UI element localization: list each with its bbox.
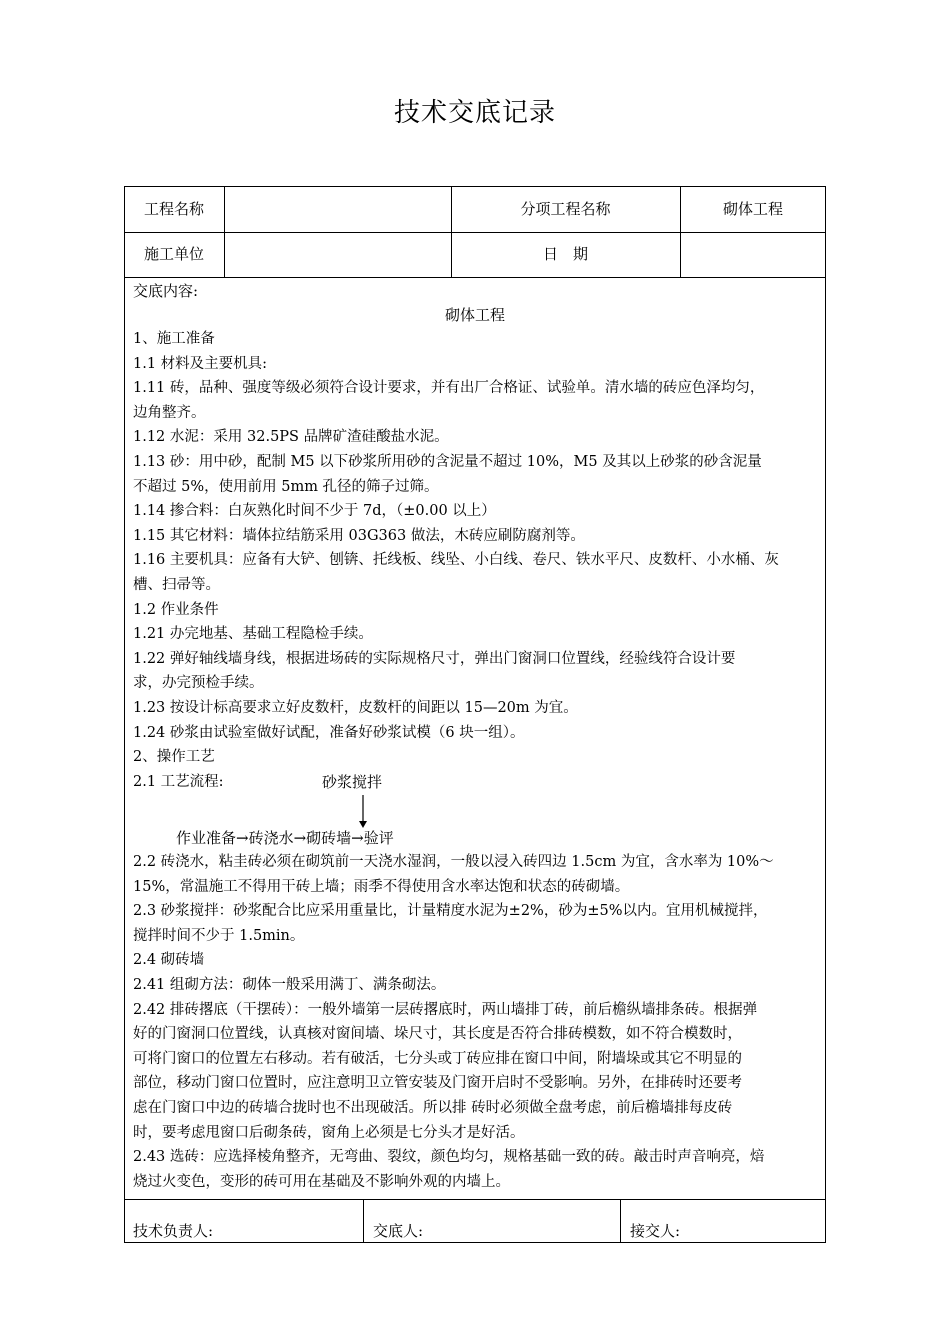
flow-mortar-mixing: 砂浆搅拌 <box>322 773 383 791</box>
body-line: 2.42 排砖撂底（干摆砖）：一般外墙第一层砖撂底时，两山墙排丁砖，前后檐纵墙排条砖。根据弹 <box>133 1001 758 1018</box>
body-line: 2.3 砂浆搅拌：砂浆配合比应采用重量比，计量精度水泥为±2%，砂为±5%以内。宜用机械搅拌， <box>133 903 768 920</box>
flow-main-sequence: 作业准备→砖浇水→砌砖墙→验评 <box>176 829 394 847</box>
body-line: 虑在门窗口中边的砖墙合拢时也不出现破活。所以排 砖时必须做全盘考虑，前后檐墙排每皮砖 <box>133 1099 733 1116</box>
sub-project-value[interactable]: 砌体工程 <box>722 200 783 218</box>
date-value[interactable] <box>680 244 826 264</box>
body-line: 15%，常温施工不得用干砖上墙；雨季不得使用含水率达饱和状态的砖砌墙。 <box>133 878 630 895</box>
body-line: 1.15 其它材料：墙体拉结筋采用 03G363 做法，木砖应刷防腐剂等。 <box>133 527 585 544</box>
project-name-value[interactable] <box>230 199 445 219</box>
body-line: 1.14 掺合料：白灰熟化时间不少于 7d，（±0.00 以上） <box>133 503 496 520</box>
body-line: 1.13 砂：用中砂，配制 M5 以下砂浆所用砂的含泥量不超过 10%，M5 及其以上砂浆的砂含泥量 <box>133 453 762 470</box>
body-line: 1.23 按设计标高要求立好皮数杆，皮数杆的间距以 15—20m 为宜。 <box>133 699 578 716</box>
body-line: 1、施工准备 <box>133 331 215 347</box>
body-line: 1.24 砂浆由试验室做好试配，准备好砂浆试模（6 块一组）。 <box>133 724 525 741</box>
body-line: 边角整齐。 <box>133 404 206 421</box>
body-line: 1.2 作业条件 <box>133 601 219 618</box>
body-line: 部位，移动门窗口位置时，应注意明卫立管安装及门窗开启时不受影响。另外，在排砖时还要考 <box>133 1075 742 1092</box>
body-line: 时，要考虑甩窗口后砌条砖，窗角上必须是七分头才是好活。 <box>133 1124 525 1141</box>
body-line: 烧过火变色，变形的砖可用在基础及不影响外观的内墙上。 <box>133 1173 510 1190</box>
flow-down-arrow-icon <box>357 795 369 829</box>
receiver-signature-label: 接交人: <box>630 1222 681 1240</box>
row-divider <box>124 1199 826 1200</box>
body-line: 不超过 5%，使用前用 5mm 孔径的筛子过筛。 <box>133 478 439 495</box>
row-divider <box>124 277 826 278</box>
row-divider <box>124 232 826 233</box>
column-divider <box>620 1199 621 1243</box>
body-line: 求，办完预检手续。 <box>133 675 264 692</box>
body-line: 2.41 组砌方法：砌体一般采用满丁、满条砌法。 <box>133 976 446 993</box>
body-line: 可将门窗口的位置左右移动。若有破活，七分头或丁砖应排在窗口中间，附墙垛或其它不明显的 <box>133 1050 742 1067</box>
body-line: 2.2 砖浇水，粘圭砖必须在砌筑前一天浇水湿润，一般以浸入砖四边 1.5cm 为宜，含水率为 10%～ <box>133 854 774 870</box>
body-line: 好的门窗洞口位置线，认真核对窗间墙、垛尺寸，其长度是否符合排砖模数，如不符合模数时， <box>133 1026 742 1043</box>
construction-unit-value[interactable] <box>230 244 445 264</box>
body-line: 2、操作工艺 <box>133 749 215 766</box>
body-line: 槽、扫帚等。 <box>133 576 220 593</box>
tech-lead-signature-label: 技术负责人: <box>133 1222 214 1240</box>
content-body-part1 <box>133 327 817 794</box>
body-line: 2.1 工艺流程: <box>133 773 224 790</box>
content-label: 交底内容: <box>133 282 199 300</box>
body-line: 1.1 材料及主要机具: <box>133 355 268 372</box>
sub-project-label: 分项工程名称 <box>520 200 611 218</box>
content-body-part2 <box>133 850 817 1194</box>
column-divider <box>363 1199 364 1243</box>
body-line: 1.11 砖，品种、强度等级必须符合设计要求，并有出厂合格证、试验单。清水墙的砖应色泽均匀， <box>133 380 765 397</box>
body-line: 搅拌时间不少于 1.5min。 <box>133 927 305 944</box>
body-line: 2.4 砌砖墙 <box>133 952 205 969</box>
project-name-label: 工程名称 <box>143 200 204 218</box>
body-line: 1.16 主要机具：应备有大铲、刨锛、托线板、线坠、小白线、卷尺、铁水平尺、皮数杆、小水桶、灰 <box>133 552 779 569</box>
discloser-signature-label: 交底人: <box>373 1222 424 1240</box>
body-line: 1.22 弹好轴线墙身线，根据进场砖的实际规格尺寸，弹出门窗洞口位置线，经验线符合设计要 <box>133 650 736 667</box>
document-title: 技术交底记录 <box>393 98 556 128</box>
date-label: 日 期 <box>542 245 588 263</box>
body-line: 1.21 办完地基、基础工程隐检手续。 <box>133 626 373 643</box>
body-line: 1.12 水泥：采用 32.5PS 品牌矿渣硅酸盐水泥。 <box>133 429 449 446</box>
content-title: 砌体工程 <box>444 306 505 324</box>
construction-unit-label: 施工单位 <box>143 245 204 263</box>
column-divider <box>224 186 225 277</box>
body-line: 2.43 选砖：应选择棱角整齐，无弯曲、裂纹，颜色均匀，规格基础一致的砖。敲击时声音响亮，焙 <box>133 1149 765 1166</box>
